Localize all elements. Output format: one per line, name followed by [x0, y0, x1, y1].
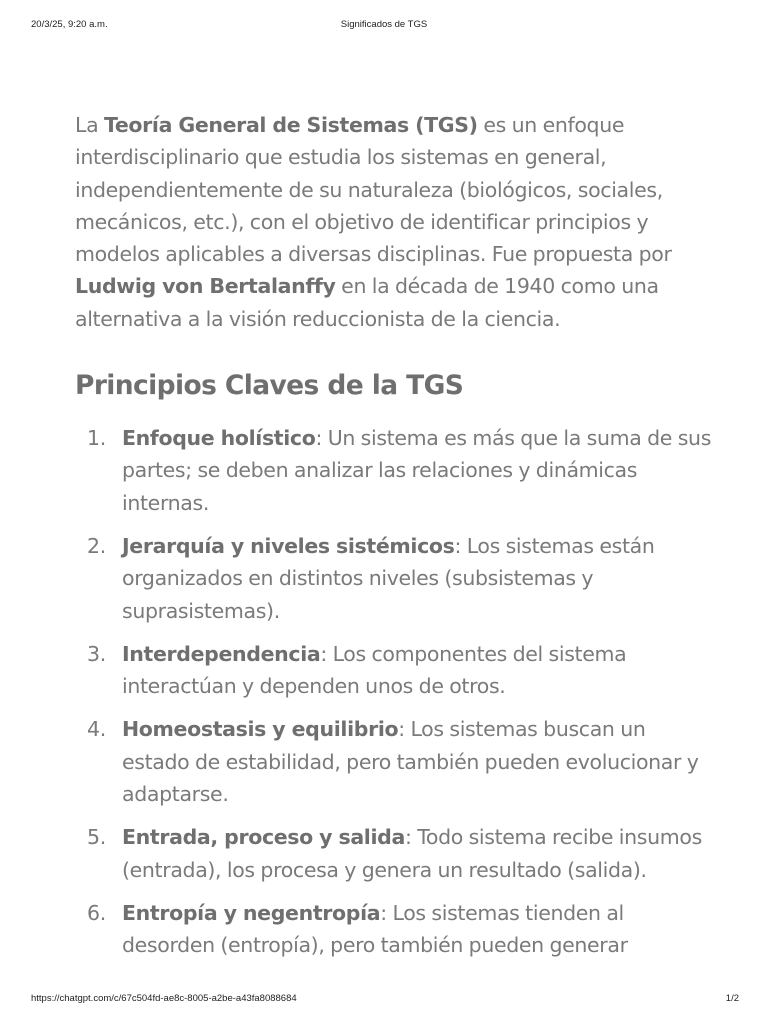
list-item	[75, 530, 715, 627]
print-page-title: Significados de TGS	[340, 19, 428, 30]
intro-bold-tgs: Teoría General de Sistemas (TGS)	[103, 113, 478, 137]
list-item	[75, 821, 715, 886]
print-datetime: 20/3/25, 9:20 a.m.	[31, 19, 108, 30]
intro-bold-bertalanffy: Ludwig von Bertalanffy	[75, 274, 336, 299]
intro-text-3: en la década de 1940 como una alternativa a la visión reduccionista de la ciencia.	[75, 274, 659, 331]
list-item-text: : Los componentes del sistema interactúan y dependen unos de otros.	[122, 641, 627, 699]
list-item-text: : Un sistema es más que la suma de sus partes; se deben analizar las relaciones y dinámicas internas.	[122, 426, 712, 515]
list-item-text: : Los sistemas están organizados en distintos niveles (subsistemas y suprasistemas).	[122, 533, 655, 623]
list-item	[75, 422, 715, 519]
list-item	[75, 713, 715, 810]
list-item-number: 6.	[87, 900, 106, 925]
list-item-title: Homeostasis y equilibrio	[122, 717, 399, 742]
document-content	[75, 109, 715, 973]
list-item	[75, 638, 715, 703]
list-item-text: : Los sistemas buscan un estado de estabilidad, pero también pueden evolucionar y adaptarse.	[122, 717, 699, 807]
print-url: https://chatgpt.com/c/67c504fd-ae8c-8005-a2be-a43fa8088684	[31, 993, 297, 1004]
list-item-title: Interdependencia	[122, 641, 321, 666]
list-item-number: 4.	[87, 717, 106, 742]
principles-list	[75, 422, 715, 961]
intro-text-1: La	[75, 113, 104, 137]
list-item-text: : Los sistemas tienden al desorden (entropía), pero también pueden generar	[122, 900, 628, 958]
list-item-number: 1.	[87, 426, 106, 451]
list-item	[75, 897, 715, 962]
print-footer	[0, 993, 768, 1007]
list-item-title: Jerarquía y niveles sistémicos	[122, 533, 455, 558]
list-item-title: Entropía y negentropía	[122, 900, 381, 925]
list-item-number: 2.	[87, 533, 106, 558]
print-header	[0, 19, 768, 33]
list-item-title: Entrada, proceso y salida	[122, 825, 405, 850]
print-page-number: 1/2	[725, 993, 739, 1004]
list-item-text: : Todo sistema recibe insumos (entrada), los procesa y genera un resultado (salida).	[122, 825, 702, 882]
intro-text-2: es un enfoque interdisciplinario que estudia los sistemas en general, independientemente de su naturaleza (biológicos, sociales, mecánicos, etc.), con el objetivo de identificar principios y modelos aplicables a diversas disciplinas. Fue propuesta por	[75, 113, 672, 267]
list-item-title: Enfoque holístico	[122, 426, 316, 451]
list-item-number: 3.	[87, 641, 106, 666]
intro-paragraph	[75, 109, 715, 335]
list-item-number: 5.	[87, 825, 106, 850]
section-heading: Principios Claves de la TGS	[75, 370, 464, 402]
